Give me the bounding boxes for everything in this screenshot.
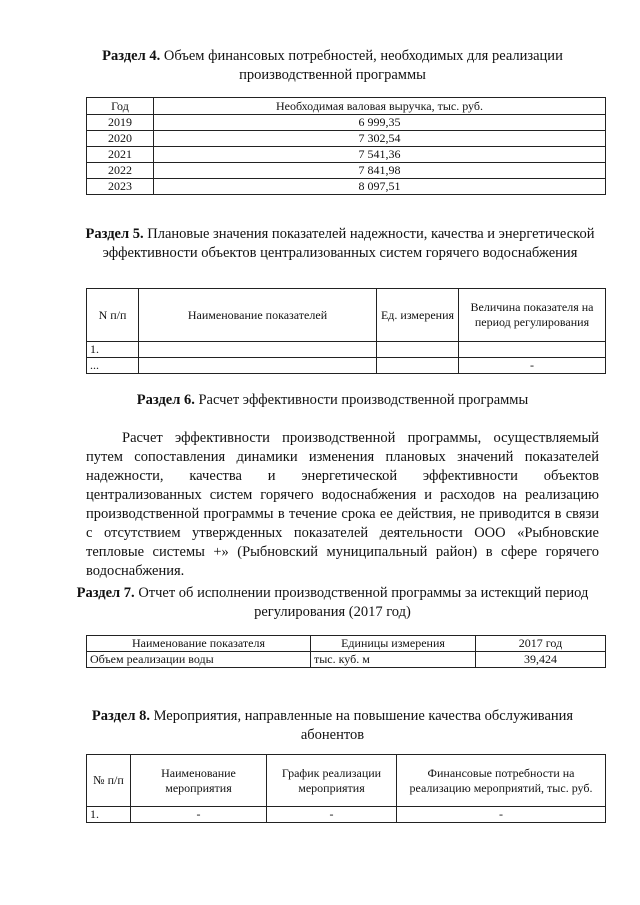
col-header-num: № п/п — [87, 755, 131, 807]
section-7-table — [86, 635, 606, 668]
col-header-year: 2017 год — [476, 636, 606, 652]
year-cell: 2019 — [87, 115, 154, 131]
section-7-heading — [60, 584, 605, 622]
section-8-table — [86, 754, 606, 823]
num-cell: 1. — [87, 342, 139, 358]
name-cell — [139, 358, 377, 374]
section-4-title: Объем финансовых потребностей, необходимых для реализации производственной программы — [163, 48, 563, 83]
revenue-cell: 7 541,36 — [154, 147, 606, 163]
section-8-title: Мероприятия, направленные на повышение качества обслуживания абонентов — [153, 708, 574, 743]
col-header-schedule: График реализации мероприятия — [267, 755, 397, 807]
name-cell: - — [131, 807, 267, 823]
section-5-table — [86, 288, 606, 374]
table-row — [87, 115, 606, 131]
col-header-name: Наименование показателя — [87, 636, 311, 652]
num-cell: ... — [87, 358, 139, 374]
year-cell: 2021 — [87, 147, 154, 163]
col-header-name: Наименование мероприятия — [131, 755, 267, 807]
table-row — [87, 131, 606, 147]
col-header-name: Наименование показателей — [139, 289, 377, 342]
section-4-table — [86, 97, 606, 195]
unit-cell: тыс. куб. м — [311, 652, 476, 668]
num-cell: 1. — [87, 807, 131, 823]
value-cell — [459, 342, 606, 358]
revenue-cell: 6 999,35 — [154, 115, 606, 131]
table-row — [87, 342, 606, 358]
section-6-heading — [60, 391, 605, 410]
section-7-title: Отчет об исполнении производственной программы за истекщий период регулирования (2017 год) — [138, 585, 589, 620]
year-cell: 2022 — [87, 163, 154, 179]
col-header-num: N п/п — [87, 289, 139, 342]
col-header-year: Год — [87, 98, 154, 115]
col-header-finance: Финансовые потребности на реализацию мероприятий, тыс. руб. — [397, 755, 606, 807]
section-7-number: Раздел 7. — [76, 585, 135, 601]
section-8-heading — [60, 707, 605, 745]
col-header-unit: Единицы измерения — [311, 636, 476, 652]
col-header-unit: Ед. измерения — [377, 289, 459, 342]
year-cell: 2023 — [87, 179, 154, 195]
table-row — [87, 163, 606, 179]
table-row — [87, 652, 606, 668]
revenue-cell: 8 097,51 — [154, 179, 606, 195]
section-8-number: Раздел 8. — [91, 708, 150, 724]
section-6-text: Расчет эффективности производственной программы, осуществляемый путем сопоставления динамики изменения плановых значений показателей надежности, качества и энергетической эффективности объектов централизованных систем горячего водоснабжения и расходов на реализацию производственной программы в течение срока ее действия, не приводится в связи с отсутствием утвержденных показателей деятельности ООО «Рыбновские тепловые системы +» (Рыбновский муниципальный район) в сфере горячего водоснабжения. — [86, 430, 599, 579]
section-5-number: Раздел 5. — [85, 226, 144, 242]
section-6-paragraph — [86, 429, 599, 581]
unit-cell — [377, 342, 459, 358]
revenue-cell: 7 302,54 — [154, 131, 606, 147]
name-cell: Объем реализации воды — [87, 652, 311, 668]
section-5-title: Плановые значения показателей надежности, качества и энергетической эффективности объектов централизованных систем горячего водоснабжения — [102, 226, 595, 261]
section-6-number: Раздел 6. — [136, 392, 195, 408]
value-cell: - — [459, 358, 606, 374]
section-4-heading — [60, 47, 605, 85]
col-header-value: Величина показателя на период регулирования — [459, 289, 606, 342]
section-4-number: Раздел 4. — [102, 48, 161, 64]
revenue-cell: 7 841,98 — [154, 163, 606, 179]
table-row — [87, 179, 606, 195]
table-row — [87, 147, 606, 163]
table-row — [87, 807, 606, 823]
year-cell: 2020 — [87, 131, 154, 147]
finance-cell: - — [397, 807, 606, 823]
name-cell — [139, 342, 377, 358]
col-header-revenue: Необходимая валовая выручка, тыс. руб. — [154, 98, 606, 115]
value-cell: 39,424 — [476, 652, 606, 668]
section-5-heading — [85, 225, 595, 263]
table-row — [87, 358, 606, 374]
schedule-cell: - — [267, 807, 397, 823]
section-6-title: Расчет эффективности производственной программы — [198, 392, 529, 408]
unit-cell — [377, 358, 459, 374]
